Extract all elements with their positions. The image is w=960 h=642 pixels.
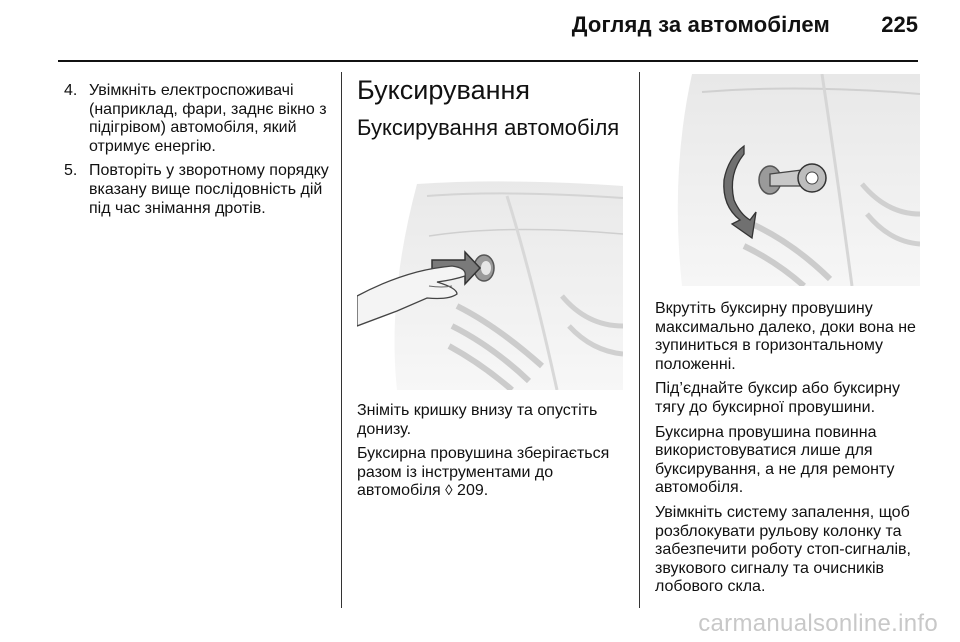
instruction-screw-in: Вкрутіть буксирну провушину максимально далеко, доки вона не зупиниться в горизонтальному положенні.: [655, 300, 916, 373]
instruction-attach-tow: Під’єднайте буксир або буксирну тягу до буксирної провушини.: [655, 380, 900, 416]
caption-towing-eye-storage: [357, 445, 625, 501]
page-number: 225: [881, 12, 918, 37]
remove-cover-illustration: [357, 176, 623, 390]
left-column: [64, 82, 330, 224]
footer-watermark: carmanualsonline.info: [698, 610, 938, 637]
instruction-ignition: Увімкніть систему запалення, щоб розблокувати рульову колонку та забезпечити роботу стоп-сигналів, звукового сигналу та очисників лобового скла.: [655, 503, 911, 596]
middle-column-captions: [357, 402, 625, 507]
list-number: 5.: [64, 162, 78, 180]
column-divider-1: [341, 72, 342, 608]
right-column: [655, 300, 921, 603]
caption-text: Буксирна провушина зберігається разом із інструментами до автомобіля: [357, 445, 610, 500]
page-header-title: Догляд за автомобілем: [571, 12, 830, 37]
column-divider-2: [639, 72, 640, 608]
list-number: 4.: [64, 82, 78, 99]
page-reference-arrow-icon: ◊: [445, 482, 453, 500]
middle-column: [357, 72, 625, 153]
section-subheading: Буксирування автомобіля: [357, 115, 620, 140]
list-item: [64, 82, 330, 156]
header-divider: [58, 60, 918, 62]
list-item: [64, 162, 330, 218]
list-text: Увімкніть електроспоживачі (наприклад, фари, заднє вікно з підігрівом) автомобіля, який отримує енергію.: [89, 82, 327, 155]
caption-remove-cover: Зніміть кришку внизу та опустіть донизу.: [357, 402, 598, 438]
towing-eye-illustration: [652, 74, 920, 286]
list-text: Повторіть у зворотному порядку вказану вище послідовність дій під час знімання дротів.: [89, 162, 329, 217]
instruction-usage-note: Буксирна провушина повинна використовуватися лише для буксирування, а не для ремонту автомобіля.: [655, 423, 895, 497]
page-reference-link[interactable]: 209.: [457, 482, 489, 500]
section-heading: Буксирування: [357, 75, 531, 105]
